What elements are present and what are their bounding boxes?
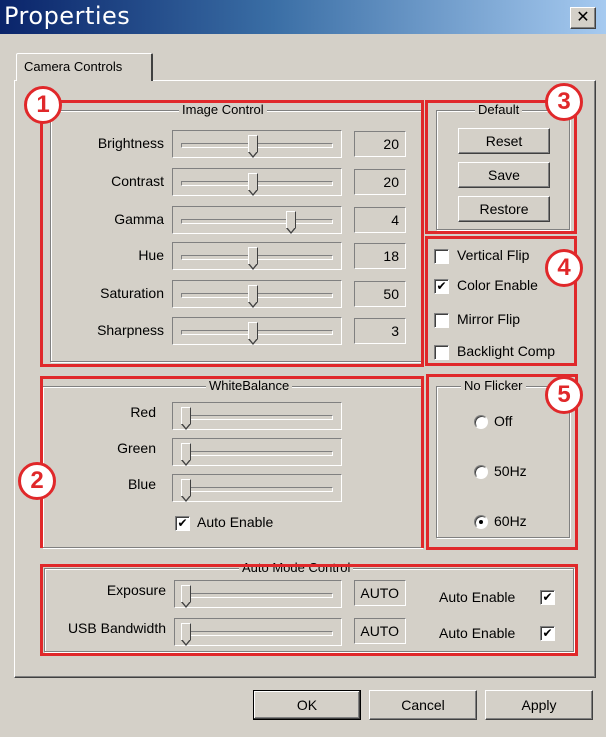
callout-badge-2: 2 — [18, 462, 56, 500]
image-control-slider[interactable] — [172, 280, 342, 308]
check-icon: ✔ — [542, 626, 553, 640]
wb-auto-enable-checkbox[interactable] — [175, 516, 190, 531]
flicker-50hz-label: 50Hz — [494, 463, 527, 479]
exposure-value: AUTO — [354, 580, 406, 606]
wb-auto-enable-label: Auto Enable — [197, 514, 274, 530]
callout-badge-5: 5 — [545, 376, 583, 414]
callout-badge-4: 4 — [545, 249, 583, 287]
tab-camera-controls[interactable] — [16, 53, 153, 81]
backlight-comp-label: Backlight Comp — [457, 343, 556, 359]
ok-button[interactable]: OK — [253, 690, 361, 720]
white-balance-title: WhiteBalance — [206, 378, 292, 393]
image-control-value: 20 — [354, 131, 406, 157]
usb-bandwidth-value: AUTO — [354, 618, 406, 644]
usb-auto-checkbox[interactable] — [540, 626, 555, 641]
flicker-60hz-label: 60Hz — [494, 513, 527, 529]
image-control-slider-thumb[interactable] — [248, 322, 258, 339]
flicker-60hz-radio[interactable] — [474, 515, 488, 529]
image-control-slider[interactable] — [172, 317, 342, 345]
image-control-slider-thumb[interactable] — [248, 285, 258, 302]
image-control-slider-thumb[interactable] — [248, 135, 258, 152]
image-control-label: Gamma — [114, 211, 164, 227]
image-control-value: 20 — [354, 169, 406, 195]
apply-button[interactable]: Apply — [485, 690, 593, 720]
exposure-auto-checkbox[interactable] — [540, 590, 555, 605]
exposure-auto-label: Auto Enable — [439, 589, 516, 605]
image-control-value: 18 — [354, 243, 406, 269]
backlight-comp-checkbox[interactable] — [434, 345, 449, 360]
restore-button[interactable]: Restore — [458, 196, 550, 222]
image-control-slider-thumb[interactable] — [248, 247, 258, 264]
usb-bandwidth-slider-thumb[interactable] — [181, 623, 191, 640]
auto-mode-title: Auto Mode Control — [239, 560, 353, 575]
image-control-slider[interactable] — [172, 242, 342, 270]
usb-bandwidth-slider[interactable] — [174, 618, 342, 646]
exposure-label: Exposure — [106, 582, 166, 598]
image-control-value: 4 — [354, 207, 406, 233]
exposure-slider-thumb[interactable] — [181, 585, 191, 602]
image-control-slider[interactable] — [172, 130, 342, 158]
image-control-value: 3 — [354, 318, 406, 344]
white-balance-label: Blue — [127, 476, 156, 492]
flicker-50hz-radio[interactable] — [474, 465, 488, 479]
white-balance-label: Green — [117, 440, 156, 456]
image-control-label: Hue — [138, 247, 164, 263]
image-control-label: Contrast — [111, 173, 164, 189]
window-title: Properties — [4, 2, 131, 30]
color-enable-label: Color Enable — [457, 277, 538, 293]
callout-badge-1: 1 — [24, 86, 62, 124]
reset-button[interactable]: Reset — [458, 128, 550, 154]
exposure-slider[interactable] — [174, 580, 342, 608]
check-icon: ✔ — [177, 516, 188, 530]
close-icon: ✕ — [576, 9, 590, 26]
white-balance-slider[interactable] — [172, 438, 342, 466]
tab-label: Camera Controls — [24, 59, 123, 74]
white-balance-slider[interactable] — [172, 474, 342, 502]
white-balance-slider[interactable] — [172, 402, 342, 430]
image-control-label: Brightness — [97, 135, 164, 151]
check-icon: ✔ — [542, 590, 553, 604]
image-control-label: Saturation — [100, 285, 164, 301]
check-icon: ✔ — [436, 279, 447, 293]
save-button[interactable]: Save — [458, 162, 550, 188]
flicker-off-radio[interactable] — [474, 415, 488, 429]
white-balance-slider-thumb[interactable] — [181, 443, 191, 460]
usb-auto-label: Auto Enable — [439, 625, 516, 641]
image-control-slider-thumb[interactable] — [248, 173, 258, 190]
image-control-slider-thumb[interactable] — [286, 211, 296, 228]
default-title: Default — [475, 102, 522, 117]
cancel-button[interactable]: Cancel — [369, 690, 477, 720]
no-flicker-title: No Flicker — [461, 378, 526, 393]
image-control-label: Sharpness — [97, 322, 164, 338]
vertical-flip-checkbox[interactable] — [434, 249, 449, 264]
color-enable-checkbox[interactable] — [434, 279, 449, 294]
callout-badge-3: 3 — [545, 83, 583, 121]
image-control-value: 50 — [354, 281, 406, 307]
vertical-flip-label: Vertical Flip — [457, 247, 530, 263]
close-button[interactable] — [570, 7, 596, 29]
flicker-off-label: Off — [494, 413, 513, 429]
white-balance-slider-thumb[interactable] — [181, 407, 191, 424]
white-balance-slider-thumb[interactable] — [181, 479, 191, 496]
image-control-slider[interactable] — [172, 206, 342, 234]
image-control-slider[interactable] — [172, 168, 342, 196]
image-control-title: Image Control — [179, 102, 267, 117]
mirror-flip-label: Mirror Flip — [457, 311, 520, 327]
mirror-flip-checkbox[interactable] — [434, 313, 449, 328]
usb-bandwidth-label: USB Bandwidth — [67, 620, 166, 636]
white-balance-label: Red — [130, 404, 156, 420]
